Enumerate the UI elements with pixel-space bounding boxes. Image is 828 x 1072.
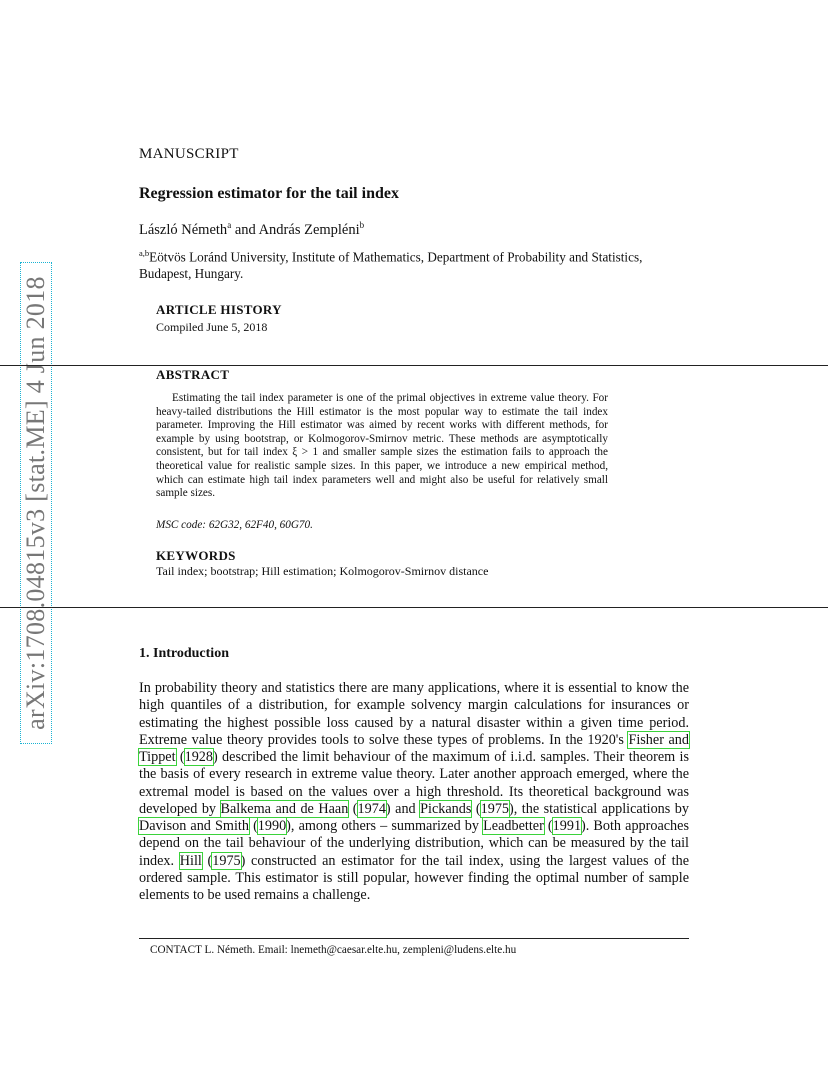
paragraph-text: In probability theory and statistics there are many applications, where it is essential to know the high quantiles of a distribution, for example solvency margin calculations for insurances or estimating the highest possible loss caused by a natural disaster within a given time period. Extreme value theory provides tools to solve these types of problems. In the 1920's bbox=[139, 680, 689, 748]
abstract-bottom-rule bbox=[0, 607, 828, 608]
author-affil-mark: a bbox=[227, 220, 232, 230]
author-name: András Zempléni bbox=[258, 221, 360, 238]
citation-link[interactable]: Davison and Smith bbox=[139, 818, 249, 834]
arxiv-stamp[interactable]: arXiv:1708.04815v3 [stat.ME] 4 Jun 2018 bbox=[21, 276, 50, 730]
paragraph-text: ), among others – summarized by bbox=[286, 818, 484, 834]
affiliation bbox=[139, 245, 679, 282]
citation-year-link[interactable]: 1990 bbox=[257, 818, 287, 834]
affiliation-mark: a,b bbox=[139, 248, 150, 258]
author-name: László Németh bbox=[139, 221, 228, 238]
manuscript-label: MANUSCRIPT bbox=[139, 146, 239, 162]
introduction-paragraph: In probability theory and statistics there are many applications, where it is essential to know the high quantiles of a distribution, for example solvency margin calculations for insurances or estimating the highest possible loss caused by a natural disaster within a given time period. Extreme value theory provides tools to solve these types of problems. In the 1920's Fisher and Tippet (1928) described the limit behaviour of the maximum of i.i.d. samples. Their theorem is the basis of every research in extreme value theory. Later another approach emerged, where the extremal model is based on the values over a high threshold. Its theoretical background was developed by Balkema and de Haan (1974) and Pickands (1975), the statistical applications by Davison and Smith (1990), among others – summarized by Leadbetter (1991). Both approaches depend on the tail behaviour of the underlying distribution, which can be measured by the tail index. Hill (1975) constructed an estimator for the tail index, using the largest values of the ordered sample. This estimator is still popular, however finding the optimal number of sample elements to be used remains a challenge. bbox=[139, 680, 689, 903]
citation-year-link[interactable]: 1974 bbox=[357, 800, 386, 817]
section-heading-introduction: 1. Introduction bbox=[139, 646, 229, 661]
abstract-heading: ABSTRACT bbox=[156, 367, 230, 382]
paragraph-text: described the limit behaviour of the maximum of i.i.d. samples. Their theorem is the basis of every research in extreme value theory. Later another approach emerged, where the extremal model is based on the values over a high threshold. Its theoretical background was developed by bbox=[139, 749, 689, 817]
paper-title: Regression estimator for the tail index bbox=[139, 185, 399, 202]
compiled-date: Compiled June 5, 2018 bbox=[156, 320, 268, 334]
author-affil-mark: b bbox=[359, 220, 365, 230]
citation-year-link[interactable]: 1991 bbox=[552, 818, 582, 834]
contact-footnote: CONTACT L. Németh. Email: lnemeth@caesar.elte.hu, zempleni@ludens.elte.hu bbox=[150, 944, 517, 956]
article-history-heading: ARTICLE HISTORY bbox=[156, 302, 282, 317]
citation-year-link[interactable]: 1928 bbox=[184, 749, 213, 765]
citation-year-link[interactable]: 1975 bbox=[212, 852, 241, 869]
keywords-text: Tail index; bootstrap; Hill estimation; Kolmogorov-Smirnov distance bbox=[156, 564, 489, 578]
paragraph-text: ). Both approaches depend on the tail behaviour of the underlying distribution, which can be measured by the tail index. bbox=[139, 818, 689, 869]
citation-link[interactable]: Fisher and Tippet bbox=[139, 731, 689, 765]
citation-link[interactable]: Leadbetter bbox=[483, 818, 544, 834]
author-line bbox=[139, 220, 364, 239]
abstract-top-rule bbox=[0, 365, 828, 366]
abstract-text: Estimating the tail index parameter is one of the primal objectives in extreme value theory. For heavy-tailed distributions the Hill estimator is the most popular way to estimate the tail index parameter. Improving the Hill estimator was aimed by recent works with different methods, for example by using bootstrap, or Kolmogorov-Smirnov metric. These methods are asymptotically consistent, but for tail index ξ > 1 and smaller sample sizes the estimation fails to approach the theoretical value for realistic sample sizes. In this paper, we introduce a new empirical method, which can estimate high tail index parameters well and might also be useful for relatively small sample sizes. bbox=[156, 392, 608, 500]
footnote-rule bbox=[139, 938, 689, 939]
paragraph-text: ) constructed an estimator for the tail index, using the largest values of the ordered sample. This estimator is still popular, however finding the optimal number of sample elements to be used remains a challenge. bbox=[139, 852, 689, 903]
paragraph-text: ) and bbox=[385, 800, 421, 817]
citation-year-link[interactable]: 1975 bbox=[480, 800, 510, 817]
citation-link[interactable]: Hill bbox=[179, 852, 202, 869]
author-conjunction: and bbox=[231, 221, 259, 238]
affiliation-text: Eötvös Loránd University, Institute of Mathematics, Department of Probability and Statistics, Budapest, Hungary. bbox=[139, 249, 643, 281]
keywords-heading: KEYWORDS bbox=[156, 548, 236, 563]
msc-codes: MSC code: 62G32, 62F40, 60G70. bbox=[156, 519, 313, 531]
citation-link[interactable]: Balkema and de Haan bbox=[220, 800, 349, 817]
citation-link[interactable]: Pickands bbox=[420, 800, 472, 817]
paragraph-text: ), the statistical applications by bbox=[509, 800, 689, 817]
